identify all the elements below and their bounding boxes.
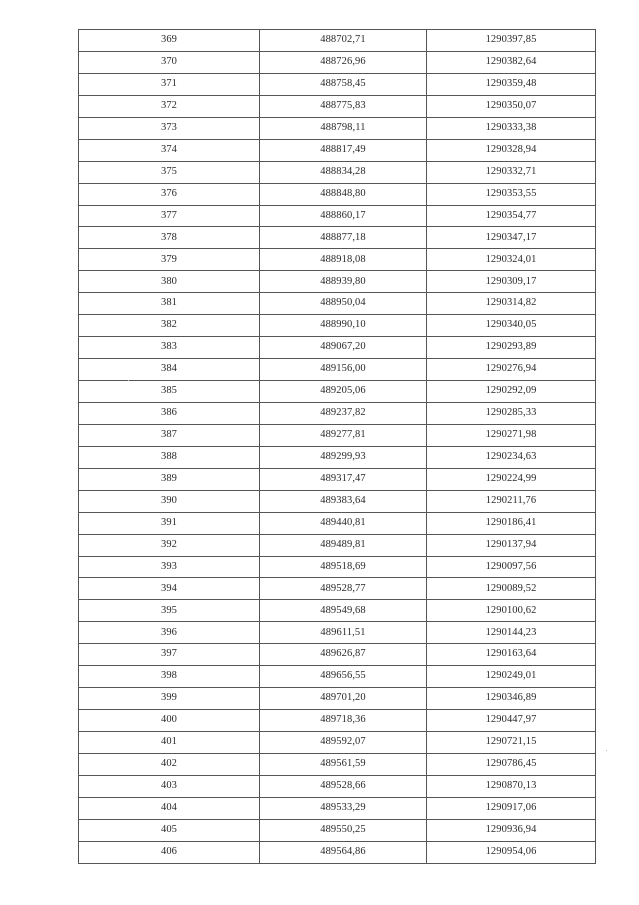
table-row — [79, 73, 596, 95]
point-number-cell: 369 — [79, 30, 260, 52]
point-number-cell: 391 — [79, 512, 260, 534]
y-coordinate-cell: 1290870,13 — [427, 775, 596, 797]
y-coordinate-cell: 1290234,63 — [427, 446, 596, 468]
y-coordinate-cell: 1290224,99 — [427, 468, 596, 490]
table-row — [79, 402, 596, 424]
x-coordinate-cell: 488775,83 — [260, 95, 427, 117]
y-coordinate-cell: 1290163,64 — [427, 644, 596, 666]
point-number-cell: 398 — [79, 666, 260, 688]
y-coordinate-cell: 1290089,52 — [427, 578, 596, 600]
table-row — [79, 161, 596, 183]
point-number-cell: 384 — [79, 359, 260, 381]
table-row — [79, 819, 596, 841]
point-number-cell: 395 — [79, 600, 260, 622]
x-coordinate-cell: 489533,29 — [260, 797, 427, 819]
y-coordinate-cell: 1290347,17 — [427, 227, 596, 249]
scan-speck — [128, 380, 129, 381]
y-coordinate-cell: 1290211,76 — [427, 490, 596, 512]
x-coordinate-cell: 489611,51 — [260, 622, 427, 644]
x-coordinate-cell: 489592,07 — [260, 732, 427, 754]
y-coordinate-cell: 1290293,89 — [427, 337, 596, 359]
point-number-cell: 392 — [79, 534, 260, 556]
x-coordinate-cell: 489561,59 — [260, 753, 427, 775]
point-number-cell: 390 — [79, 490, 260, 512]
point-number-cell: 387 — [79, 424, 260, 446]
point-number-cell: 378 — [79, 227, 260, 249]
table-row — [79, 710, 596, 732]
table-row — [79, 775, 596, 797]
point-number-cell: 403 — [79, 775, 260, 797]
x-coordinate-cell: 489626,87 — [260, 644, 427, 666]
x-coordinate-cell: 488702,71 — [260, 30, 427, 52]
x-coordinate-cell: 489237,82 — [260, 402, 427, 424]
coordinates-table-body — [79, 30, 596, 864]
point-number-cell: 375 — [79, 161, 260, 183]
x-coordinate-cell: 488834,28 — [260, 161, 427, 183]
table-row — [79, 556, 596, 578]
table-row — [79, 534, 596, 556]
table-row — [79, 30, 596, 52]
y-coordinate-cell: 1290249,01 — [427, 666, 596, 688]
point-number-cell: 400 — [79, 710, 260, 732]
y-coordinate-cell: 1290271,98 — [427, 424, 596, 446]
x-coordinate-cell: 489718,36 — [260, 710, 427, 732]
point-number-cell: 370 — [79, 51, 260, 73]
x-coordinate-cell: 489656,55 — [260, 666, 427, 688]
table-row — [79, 600, 596, 622]
point-number-cell: 402 — [79, 753, 260, 775]
table-row — [79, 512, 596, 534]
y-coordinate-cell: 1290333,38 — [427, 117, 596, 139]
point-number-cell: 372 — [79, 95, 260, 117]
scan-speck — [606, 750, 607, 751]
point-number-cell: 382 — [79, 315, 260, 337]
x-coordinate-cell: 489317,47 — [260, 468, 427, 490]
y-coordinate-cell: 1290936,94 — [427, 819, 596, 841]
y-coordinate-cell: 1290721,15 — [427, 732, 596, 754]
point-number-cell: 385 — [79, 381, 260, 403]
point-number-cell: 373 — [79, 117, 260, 139]
x-coordinate-cell: 489564,86 — [260, 841, 427, 863]
table-row — [79, 293, 596, 315]
table-row — [79, 359, 596, 381]
x-coordinate-cell: 489440,81 — [260, 512, 427, 534]
point-number-cell: 377 — [79, 205, 260, 227]
table-row — [79, 688, 596, 710]
table-row — [79, 337, 596, 359]
x-coordinate-cell: 488726,96 — [260, 51, 427, 73]
y-coordinate-cell: 1290397,85 — [427, 30, 596, 52]
y-coordinate-cell: 1290285,33 — [427, 402, 596, 424]
x-coordinate-cell: 488990,10 — [260, 315, 427, 337]
point-number-cell: 386 — [79, 402, 260, 424]
x-coordinate-cell: 488798,11 — [260, 117, 427, 139]
x-coordinate-cell: 489205,06 — [260, 381, 427, 403]
x-coordinate-cell: 489550,25 — [260, 819, 427, 841]
point-number-cell: 405 — [79, 819, 260, 841]
table-row — [79, 424, 596, 446]
table-row — [79, 205, 596, 227]
x-coordinate-cell: 488950,04 — [260, 293, 427, 315]
y-coordinate-cell: 1290137,94 — [427, 534, 596, 556]
x-coordinate-cell: 489383,64 — [260, 490, 427, 512]
point-number-cell: 383 — [79, 337, 260, 359]
table-row — [79, 227, 596, 249]
x-coordinate-cell: 489067,20 — [260, 337, 427, 359]
y-coordinate-cell: 1290097,56 — [427, 556, 596, 578]
y-coordinate-cell: 1290786,45 — [427, 753, 596, 775]
x-coordinate-cell: 489489,81 — [260, 534, 427, 556]
y-coordinate-cell: 1290332,71 — [427, 161, 596, 183]
point-number-cell: 381 — [79, 293, 260, 315]
y-coordinate-cell: 1290100,62 — [427, 600, 596, 622]
table-row — [79, 51, 596, 73]
point-number-cell: 371 — [79, 73, 260, 95]
table-row — [79, 797, 596, 819]
table-row — [79, 468, 596, 490]
table-row — [79, 271, 596, 293]
x-coordinate-cell: 488817,49 — [260, 139, 427, 161]
point-number-cell: 374 — [79, 139, 260, 161]
point-number-cell: 393 — [79, 556, 260, 578]
table-row — [79, 139, 596, 161]
x-coordinate-cell: 488877,18 — [260, 227, 427, 249]
table-row — [79, 622, 596, 644]
table-row — [79, 666, 596, 688]
point-number-cell: 396 — [79, 622, 260, 644]
x-coordinate-cell: 489518,69 — [260, 556, 427, 578]
y-coordinate-cell: 1290144,23 — [427, 622, 596, 644]
table-row — [79, 841, 596, 863]
y-coordinate-cell: 1290917,06 — [427, 797, 596, 819]
point-number-cell: 379 — [79, 249, 260, 271]
y-coordinate-cell: 1290314,82 — [427, 293, 596, 315]
y-coordinate-cell: 1290276,94 — [427, 359, 596, 381]
y-coordinate-cell: 1290340,05 — [427, 315, 596, 337]
y-coordinate-cell: 1290354,77 — [427, 205, 596, 227]
x-coordinate-cell: 488860,17 — [260, 205, 427, 227]
table-row — [79, 381, 596, 403]
point-number-cell: 399 — [79, 688, 260, 710]
table-row — [79, 446, 596, 468]
coordinates-table — [78, 29, 596, 864]
point-number-cell: 404 — [79, 797, 260, 819]
point-number-cell: 401 — [79, 732, 260, 754]
table-row — [79, 95, 596, 117]
x-coordinate-cell: 489156,00 — [260, 359, 427, 381]
table-row — [79, 183, 596, 205]
y-coordinate-cell: 1290328,94 — [427, 139, 596, 161]
x-coordinate-cell: 489528,77 — [260, 578, 427, 600]
y-coordinate-cell: 1290382,64 — [427, 51, 596, 73]
y-coordinate-cell: 1290359,48 — [427, 73, 596, 95]
table-row — [79, 249, 596, 271]
y-coordinate-cell: 1290350,07 — [427, 95, 596, 117]
x-coordinate-cell: 489277,81 — [260, 424, 427, 446]
table-row — [79, 578, 596, 600]
x-coordinate-cell: 488758,45 — [260, 73, 427, 95]
point-number-cell: 389 — [79, 468, 260, 490]
point-number-cell: 388 — [79, 446, 260, 468]
y-coordinate-cell: 1290353,55 — [427, 183, 596, 205]
table-row — [79, 753, 596, 775]
x-coordinate-cell: 489549,68 — [260, 600, 427, 622]
y-coordinate-cell: 1290309,17 — [427, 271, 596, 293]
y-coordinate-cell: 1290954,06 — [427, 841, 596, 863]
table-row — [79, 732, 596, 754]
x-coordinate-cell: 489528,66 — [260, 775, 427, 797]
table-row — [79, 490, 596, 512]
point-number-cell: 394 — [79, 578, 260, 600]
x-coordinate-cell: 489299,93 — [260, 446, 427, 468]
x-coordinate-cell: 488939,80 — [260, 271, 427, 293]
point-number-cell: 380 — [79, 271, 260, 293]
y-coordinate-cell: 1290346,89 — [427, 688, 596, 710]
x-coordinate-cell: 488848,80 — [260, 183, 427, 205]
y-coordinate-cell: 1290186,41 — [427, 512, 596, 534]
y-coordinate-cell: 1290324,01 — [427, 249, 596, 271]
point-number-cell: 406 — [79, 841, 260, 863]
table-row — [79, 117, 596, 139]
y-coordinate-cell: 1290447,97 — [427, 710, 596, 732]
point-number-cell: 397 — [79, 644, 260, 666]
x-coordinate-cell: 488918,08 — [260, 249, 427, 271]
table-row — [79, 644, 596, 666]
x-coordinate-cell: 489701,20 — [260, 688, 427, 710]
y-coordinate-cell: 1290292,09 — [427, 381, 596, 403]
table-row — [79, 315, 596, 337]
point-number-cell: 376 — [79, 183, 260, 205]
